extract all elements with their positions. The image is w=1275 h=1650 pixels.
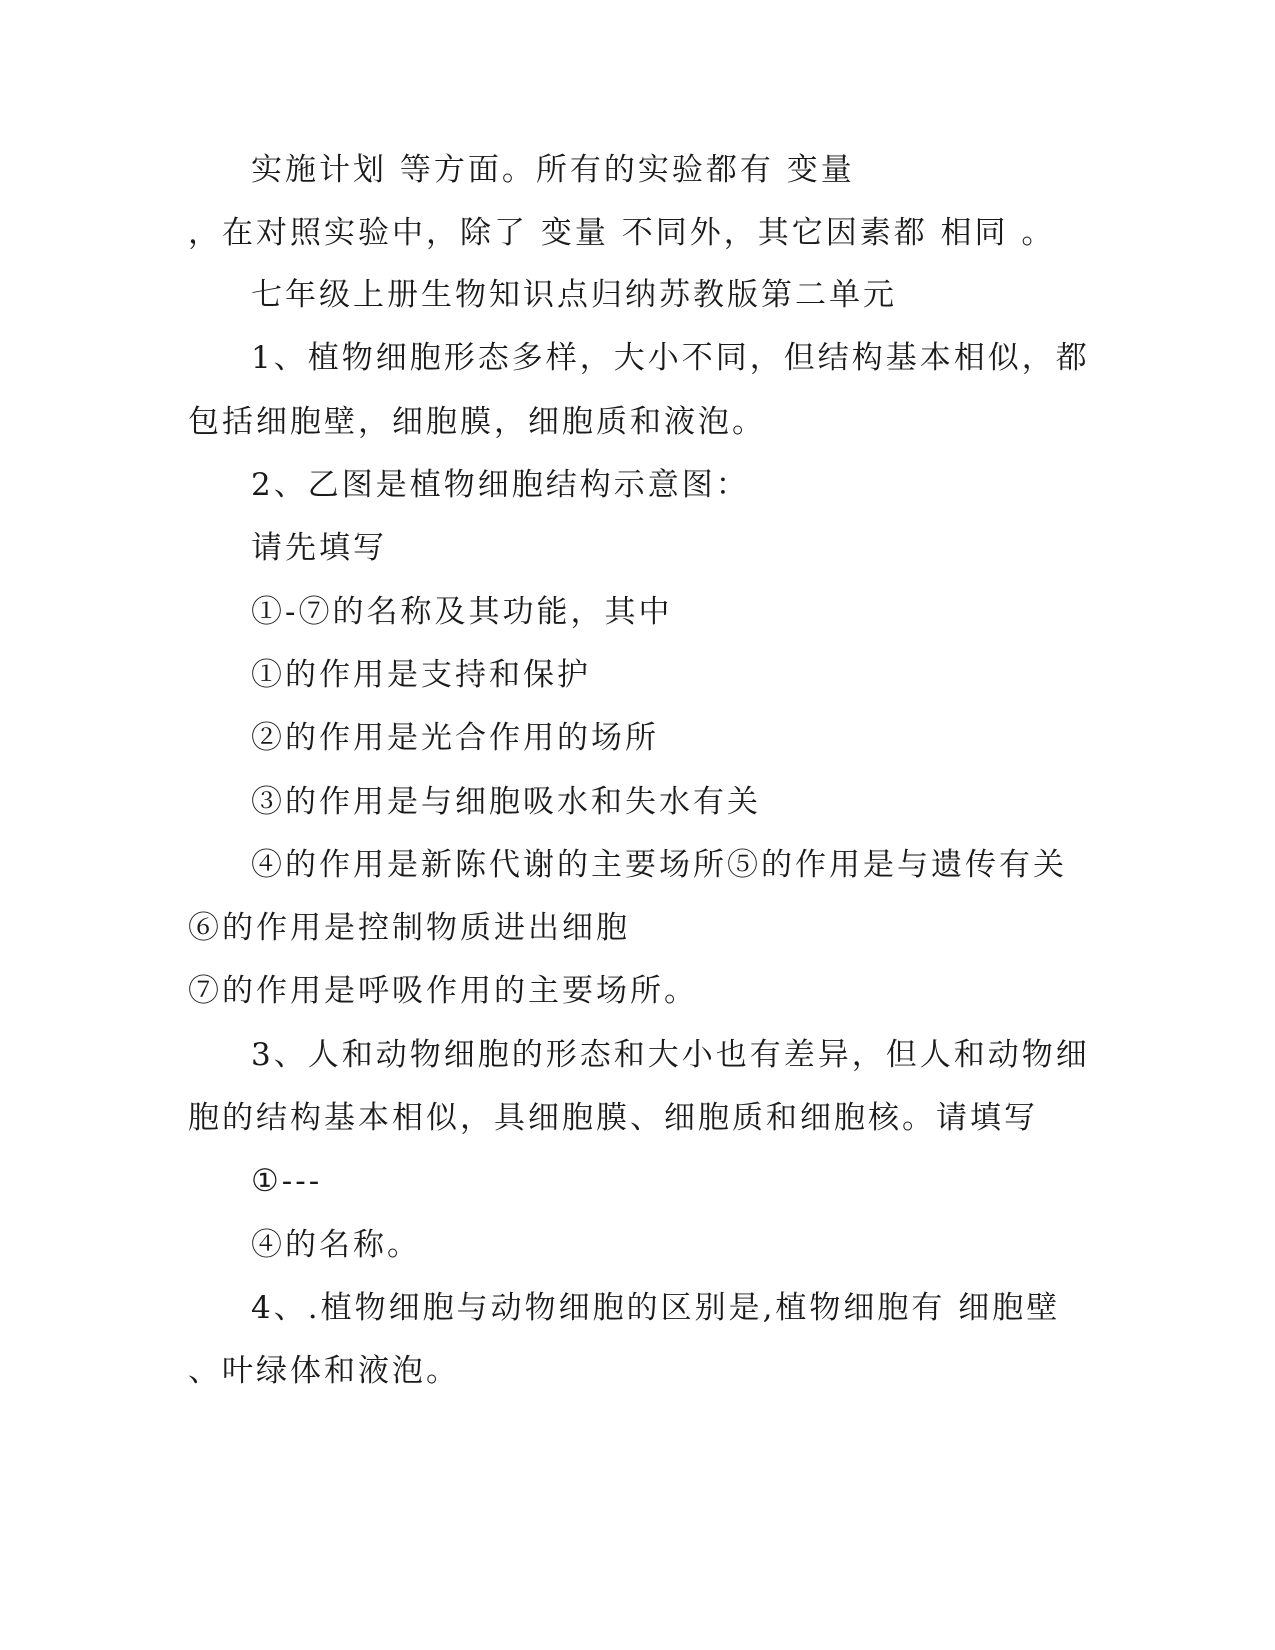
text-line-6: 2、乙图是植物细胞结构示意图： <box>251 467 750 503</box>
text-line-8: ①-⑦的名称及其功能，其中 <box>251 594 673 630</box>
text-line-17: ①--- <box>251 1163 323 1199</box>
text-line-4: 1、植物细胞形态多样，大小不同，但结构基本相似，都 <box>251 340 1090 376</box>
text-line-2: ，在对照实验中，除了 变量 不同外，其它因素都 相同 。 <box>188 215 1056 251</box>
text-line-9: ①的作用是支持和保护 <box>251 657 591 693</box>
section-heading: 七年级上册生物知识点归纳苏教版第二单元 <box>251 277 897 313</box>
text-line-1: 实施计划 等方面。所有的实验都有 变量 <box>251 152 855 188</box>
text-line-10: ②的作用是光合作用的场所 <box>251 720 659 756</box>
text-line-14: ⑦的作用是呼吸作用的主要场所。 <box>188 973 698 1009</box>
text-line-12: ④的作用是新陈代谢的主要场所⑤的作用是与遗传有关 <box>251 847 1067 883</box>
text-line-7: 请先填写 <box>251 530 387 566</box>
text-line-16: 胞的结构基本相似，具细胞膜、细胞质和细胞核。请填写 <box>188 1100 1038 1136</box>
text-line-13: ⑥的作用是控制物质进出细胞 <box>188 910 630 946</box>
text-line-19: 4、.植物细胞与动物细胞的区别是,植物细胞有 细胞壁 <box>251 1290 1061 1326</box>
text-line-5: 包括细胞壁，细胞膜，细胞质和液泡。 <box>188 404 766 440</box>
text-line-15: 3、人和动物细胞的形态和大小也有差异，但人和动物细 <box>251 1037 1090 1073</box>
text-line-11: ③的作用是与细胞吸水和失水有关 <box>251 784 761 820</box>
text-line-20: 、叶绿体和液泡。 <box>188 1353 460 1389</box>
text-line-18: ④的名称。 <box>251 1227 421 1263</box>
